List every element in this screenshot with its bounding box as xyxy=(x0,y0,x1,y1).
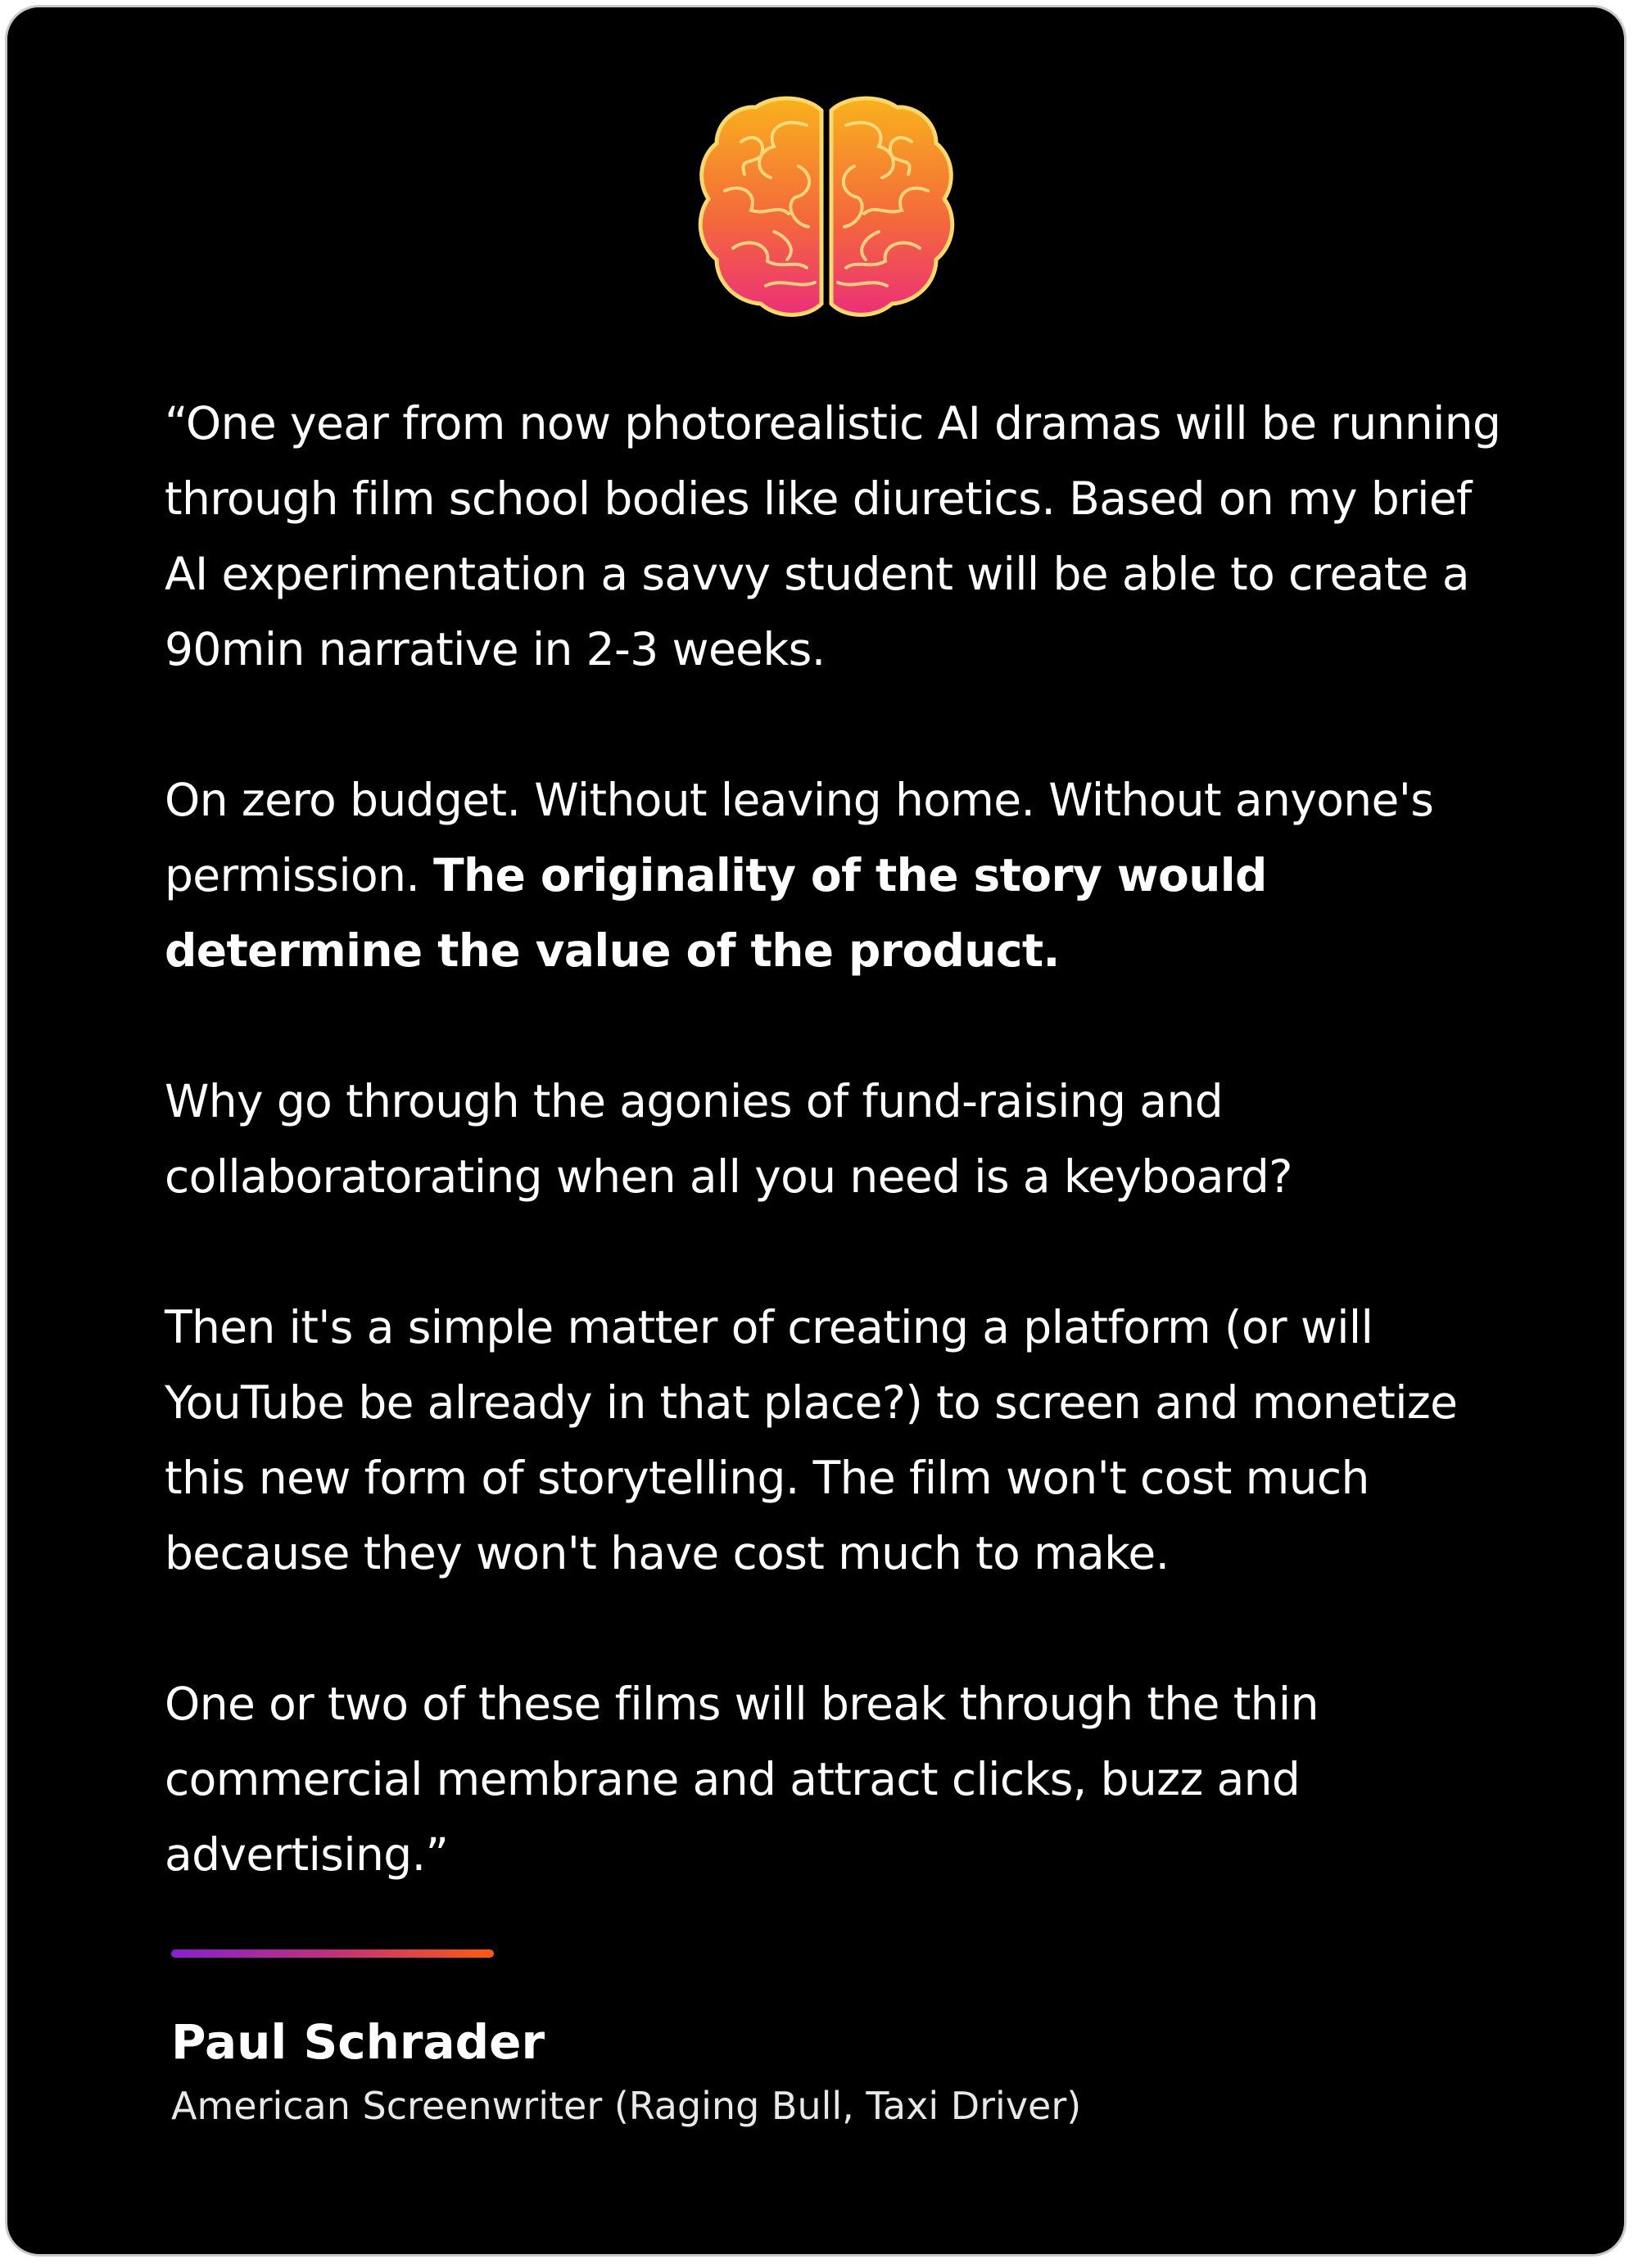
quote-paragraph: Then it's a simple matter of creating a platform (or will YouTube be already in that place?) to screen and monetize this new form of storytelling. The film won't cost much because they won't have cost much to make. xyxy=(165,1301,1458,1579)
quote-paragraph: One or two of these films will break through the thin commercial membrane and attract clicks, buzz and advertising.” xyxy=(165,1678,1319,1881)
quote-text xyxy=(165,386,1508,1892)
author-name: Paul Schrader xyxy=(171,2014,545,2070)
author-role: American Screenwriter (Raging Bull, Taxi Driver) xyxy=(171,2084,1082,2128)
quote-paragraph: Why go through the agonies of fund-raising and collaboratorating when all you need is a keyboard? xyxy=(165,1075,1292,1203)
quote-paragraph xyxy=(165,762,1508,988)
quote-card xyxy=(5,5,1627,2257)
brain-icon xyxy=(692,93,961,323)
quote-text-emphasis: The originality of the story would determine the value of the product. xyxy=(165,849,1267,977)
quote-text-plain: On zero budget. Without leaving home. Without anyone's permission. xyxy=(165,774,1434,901)
gradient-divider xyxy=(171,1949,494,1958)
quote-paragraph: “One year from now photorealistic AI dramas will be running through film school bodies like diuretics. Based on my brief AI experimentation a savvy student will be able to create a 90min narrative in 2-3 weeks. xyxy=(165,397,1501,675)
